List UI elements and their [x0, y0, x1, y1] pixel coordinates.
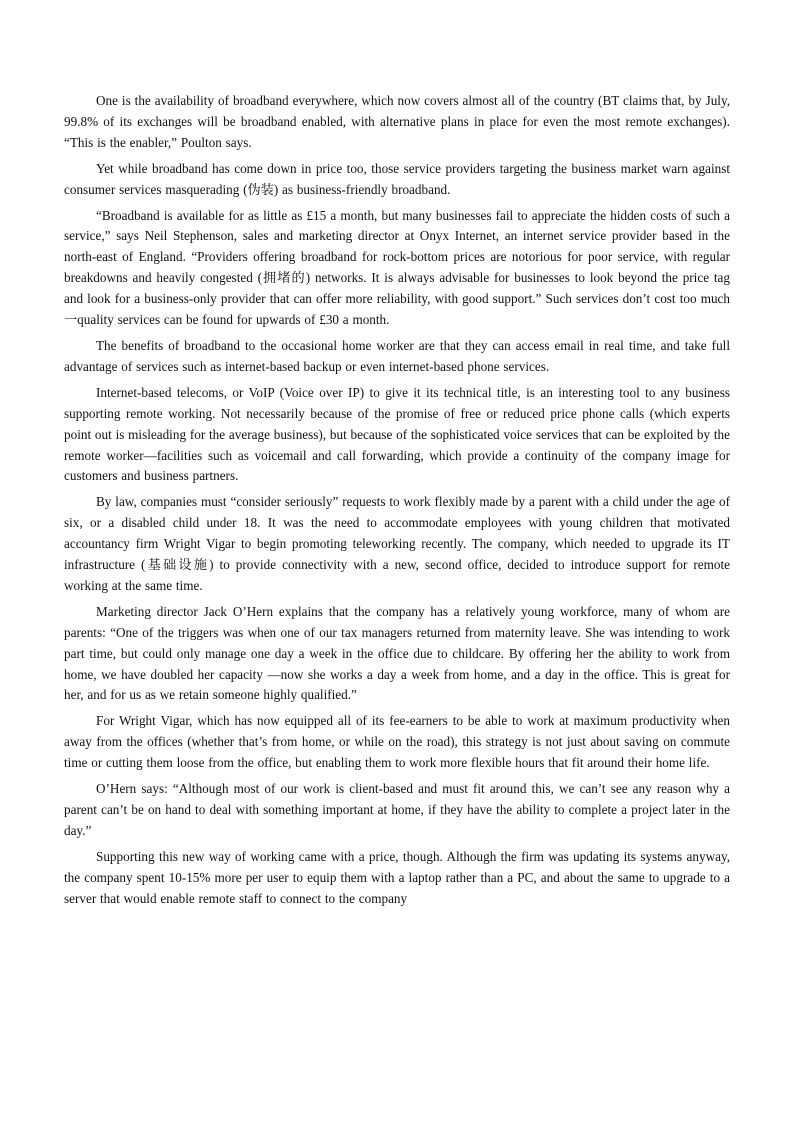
- paragraph: Internet-based telecoms, or VoIP (Voice over IP) to give it its technical title, is an interesting tool to any business supporting remote working. Not necessarily because of the promise of free or reduced price phone calls (which experts point out is misleading for the average business), but because of the sophisticated voice services that can be exploited by the remote worker—facilities such as voicemail and call forwarding, which provide a continuity of the company image for customers and business partners.: [64, 384, 730, 484]
- paragraph: O’Hern says: “Although most of our work is client-based and must fit around this, we can’t see any reason why a parent can’t be on hand to deal with something important at home, if they have the ability to complete a project later in the day.”: [64, 781, 730, 838]
- paragraph: Supporting this new way of working came with a price, though. Although the firm was updating its systems anyway, the company spent 10-15% more per user to equip them with a laptop rather than a PC, and about the same to upgrade to a server that would enable remote staff to connect to the company: [64, 848, 730, 906]
- paragraph: The benefits of broadband to the occasional home worker are that they can access email in real time, and take full advantage of services such as internet-based backup or even internet-based phone services.: [64, 337, 730, 374]
- document-page: [64, 91, 730, 915]
- paragraph: For Wright Vigar, which has now equipped all of its fee-earners to be able to work at maximum productivity when away from the offices (whether that’s from home, or while on the road), this strategy is not just about saving on commute time or cutting them loose from the office, but enabling them to work more flexible hours that fit around their home life.: [64, 713, 730, 771]
- paragraph: One is the availability of broadband everywhere, which now covers almost all of the country (BT claims that, by July, 99.8% of its exchanges will be broadband enabled, with alternative plans in place for even the most remote exchanges). “This is the enabler,” Poulton says.: [64, 93, 730, 150]
- paragraph: “Broadband is available for as little as £15 a month, but many businesses fail to appreciate the hidden costs of such a service,” says Neil Stephenson, sales and marketing director at Onyx Internet, an internet service provider based in the north-east of England. “Providers offering broadband for rock-bottom prices are notorious for poor service, with regular breakdowns and heavily congested (拥堵的) networks. It is always advisable for businesses to look beyond the price tag and look for a business-only provider that can offer more reliability, with good support.” Such services don’t cost too much 一quality services can be found for upwards of £30 a month.: [64, 207, 730, 328]
- paragraph: Marketing director Jack O’Hern explains that the company has a relatively young workforce, many of whom are parents: “One of the triggers was when one of our tax managers returned from maternity leave. She was intending to work part time, but could only manage one day a week in the office due to childcare. By offering her the ability to work from home, we have doubled her capacity —now she works a day a week from home, and a day in the office. This is great for her, and for us as we retain someone highly qualified.”: [64, 603, 730, 703]
- paragraph: By law, companies must “consider seriously” requests to work flexibly made by a parent with a child under the age of six, or a disabled child under 18. It was the need to accommodate employees with young children that motivated accountancy firm Wright Vigar to begin promoting teleworking recently. The company, which needed to upgrade its IT infrastructure (基础设施) to provide connectivity with a new, second office, decided to introduce support for remote working at the same time.: [64, 494, 730, 593]
- paragraph: Yet while broadband has come down in price too, those service providers targeting the business market warn against consumer services masquerading (伪装) as business-friendly broadband.: [64, 160, 730, 197]
